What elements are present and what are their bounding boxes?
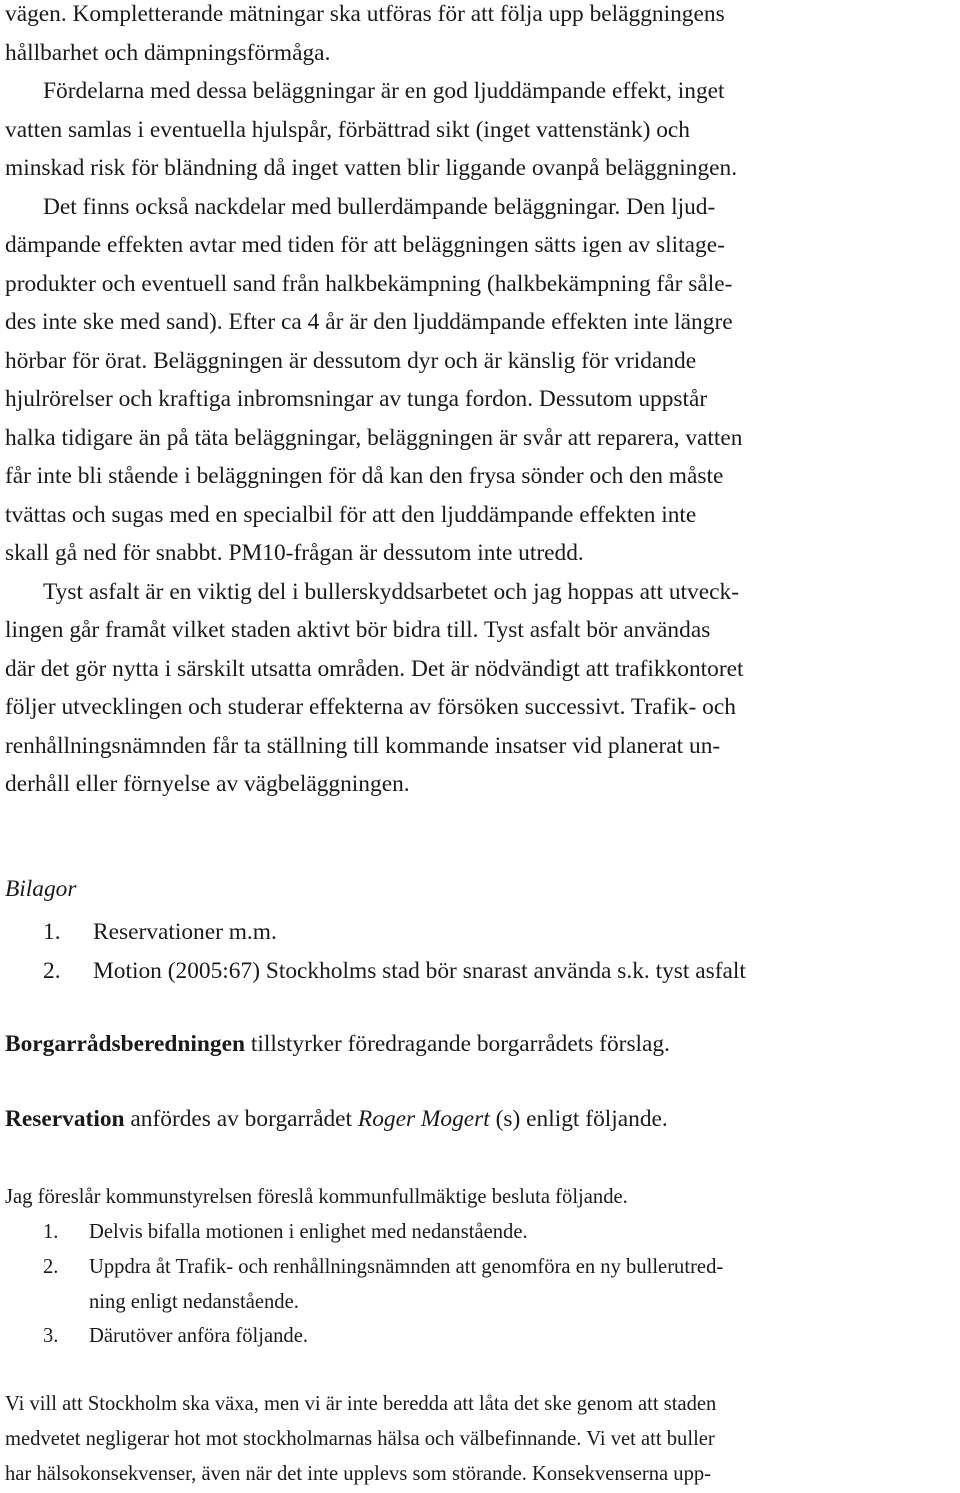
list-text: Uppdra åt Trafik- och renhållningsnämnden att genomföra en ny bullerutred- — [89, 1255, 724, 1278]
body-text-section — [5, 0, 955, 804]
text-line: des inte ske med sand). Efter ca 4 år är den ljuddämpande effekten inte längre — [5, 309, 733, 335]
beredning-statement — [5, 1031, 670, 1058]
list-number: 3. — [43, 1325, 59, 1348]
list-item — [5, 1250, 945, 1320]
list-text: Reservationer m.m. — [93, 919, 277, 945]
reservation-author: Roger Mogert — [357, 1106, 490, 1132]
text-line: produkter och eventuell sand från halkbekämpning (halkbekämpning får såle- — [5, 270, 733, 297]
reservation-middle: anfördes av borgarrådet — [124, 1106, 358, 1132]
text-line: lingen går framåt vilket staden aktivt bör bidra till. Tyst asfalt bör användas — [5, 617, 711, 643]
text-line: vägen. Kompletterande mätningar ska utföras för att följa upp beläggningens — [5, 1, 725, 27]
list-text: ning enligt nedanstående. — [89, 1290, 299, 1313]
list-number: 2. — [43, 1255, 59, 1278]
text-line: Fördelarna med dessa beläggningar är en god ljuddämpande effekt, inget — [43, 78, 725, 104]
proposal-intro: Jag föreslår kommunstyrelsen föreslå kommunfullmäktige besluta följande. — [5, 1186, 628, 1208]
list-text: Delvis bifalla motionen i enlighet med nedanstående. — [89, 1221, 528, 1243]
text-line: Det finns också nackdelar med bullerdämpande beläggningar. Den ljud- — [43, 193, 716, 220]
text-line: derhåll eller förnyelse av vägbeläggningen. — [5, 771, 410, 797]
text-line: hörbar för örat. Beläggningen är dessutom dyr och är känslig för vridande — [5, 347, 697, 374]
reservation-statement — [5, 1106, 668, 1133]
list-text: Motion (2005:67) Stockholms stad bör snarast använda s.k. tyst asfalt — [93, 957, 746, 984]
text-line: tvättas och sugas med en specialbil för att den ljuddämpande effekten inte — [5, 501, 697, 528]
text-line: Tyst asfalt är en viktig del i bullerskyddsarbetet och jag hoppas att utveck- — [43, 578, 739, 605]
text-line: halka tidigare än på täta beläggningar, beläggningen är svår att reparera, vatten — [5, 424, 743, 451]
list-item — [5, 952, 746, 991]
text-line: medvetet negligerar hot mot stockholmarnas hälsa och välbefinnande. Vi vet att buller — [5, 1427, 715, 1450]
list-number: 2. — [43, 957, 61, 984]
list-item — [5, 913, 746, 952]
text-line: minskad risk för bländning då inget vatten blir liggande ovanpå beläggningen. — [5, 155, 738, 181]
list-item — [5, 1319, 945, 1354]
list-number: 1. — [43, 919, 61, 945]
bilagor-list — [5, 913, 746, 990]
text-line: får inte bli stående i beläggningen för då kan den frysa sönder och den måste — [5, 463, 724, 489]
text-line: där det gör nytta i särskilt utsatta områden. Det är nödvändigt att trafikkontoret — [5, 655, 744, 682]
text-line: följer utvecklingen och studerar effekterna av försöken successivt. Trafik- och — [5, 694, 736, 720]
reservation-rest: (s) enligt följande. — [489, 1106, 668, 1132]
bilagor-heading: Bilagor — [5, 876, 77, 902]
text-line: har hälsokonsekvenser, även när det inte upplevs som störande. Konsekvenserna upp- — [5, 1462, 712, 1485]
list-text: Därutöver anföra följande. — [89, 1325, 308, 1348]
beredning-bold: Borgarrådsberedningen — [5, 1031, 245, 1057]
proposal-list — [5, 1215, 945, 1354]
text-line: vatten samlas i eventuella hjulspår, förbättrad sikt (inget vattenstänk) och — [5, 116, 690, 143]
text-line: renhållningsnämnden får ta ställning till kommande insatser vid planerat un- — [5, 732, 721, 759]
beredning-text: tillstyrker föredragande borgarrådets förslag. — [244, 1031, 670, 1057]
closing-paragraph — [5, 1387, 955, 1491]
text-line: Vi vill att Stockholm ska växa, men vi är inte beredda att låta det ske genom att staden — [5, 1393, 717, 1415]
reservation-bold: Reservation — [5, 1106, 125, 1132]
text-line: hållbarhet och dämpningsförmåga. — [5, 39, 331, 66]
text-line: skall gå ned för snabbt. PM10-frågan är dessutom inte utredd. — [5, 540, 584, 566]
text-line: dämpande effekten avtar med tiden för att beläggningen sätts igen av slitage- — [5, 232, 725, 258]
list-item — [5, 1215, 945, 1250]
text-line: hjulrörelser och kraftiga inbromsningar av tunga fordon. Dessutom uppstår — [5, 386, 708, 412]
list-number: 1. — [43, 1221, 59, 1243]
